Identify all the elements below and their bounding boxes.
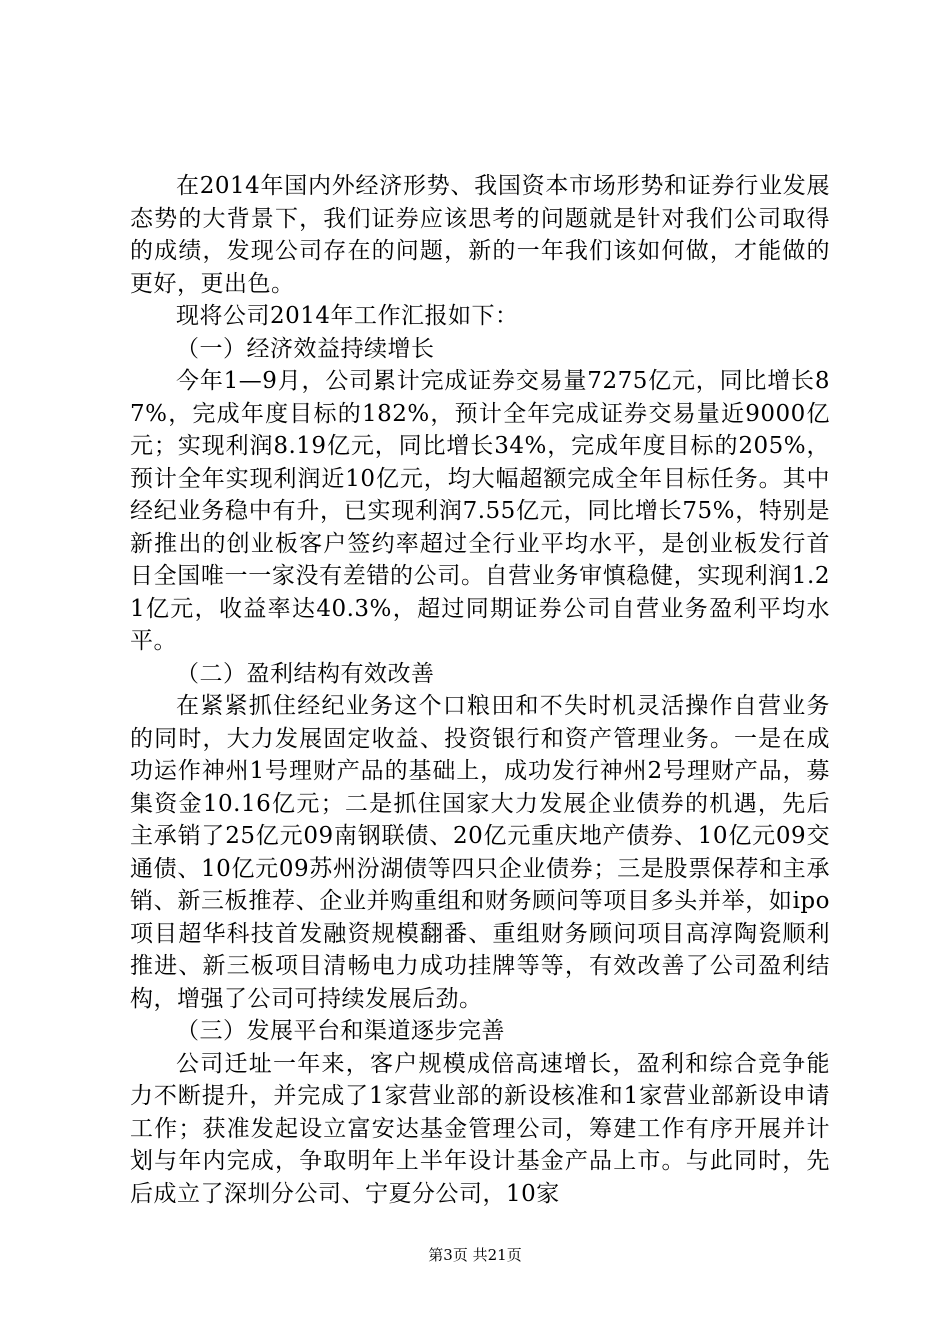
paragraph-section-2: 在紧紧抓住经纪业务这个口粮田和不失时机灵活操作自营业务的同时，大力发展固定收益、投资银行和资产管理业务。一是在成功运作神州1号理财产品的基础上，成功发行神州2号理财产品，募集资金10.16亿元；二是抓住国家大力发展企业债券的机遇，先后主承销了25亿元09南钢联债、20亿元重庆地产债券、10亿元09交通债、10亿元09苏州汾湖债等四只企业债券；三是股票保荐和主承销、新三板推荐、企业并购重组和财务顾问等项目多头并举，如ipo项目超华科技首发融资规模翻番、重组财务顾问项目高淳陶瓷顺利推进、新三板项目清畅电力成功挂牌等等，有效改善了公司盈利结构，增强了公司可持续发展后劲。 <box>130 693 830 1012</box>
section-heading-2: （二）盈利结构有效改善 <box>176 660 435 687</box>
page-footer: 第3页 共21页 <box>428 1246 522 1264</box>
paragraph-intro: 在2014年国内外经济形势、我国资本市场形势和证券行业发展态势的大背景下，我们证券应该思考的问题就是针对我们公司取得的成绩，发现公司存在的问题，新的一年我们该如何做，才能做的更好，更出色。 <box>130 173 830 297</box>
paragraph-section-3: 公司迁址一年来，客户规模成倍高速增长，盈利和综合竞争能力不断提升，并完成了1家营业部的新设核准和1家营业部新设申请工作；获准发起设立富安达基金管理公司，筹建工作有序开展并计划与年内完成，争取明年上半年设计基金产品上市。与此同时，先后成立了深圳分公司、宁夏分公司，10家 <box>130 1050 830 1207</box>
section-heading-1: （一）经济效益持续增长 <box>176 335 435 362</box>
section-heading-3: （三）发展平台和渠道逐步完善 <box>176 1018 505 1044</box>
paragraph-section-1: 今年1—9月，公司累计完成证券交易量7275亿元，同比增长87%，完成年度目标的182%，预计全年完成证券交易量近9000亿元；实现利润8.19亿元，同比增长34%，完成年度目标的205%，预计全年实现利润近10亿元，均大幅超额完成全年目标任务。其中经纪业务稳中有升，已实现利润7.55亿元，同比增长75%，特别是新推出的创业板客户签约率超过全行业平均水平，是创业板发行首日全国唯一一家没有差错的公司。自营业务审慎稳健，实现利润1.21亿元，收益率达40.3%，超过同期证券公司自营业务盈利平均水平。 <box>130 368 830 654</box>
paragraph-report-lead: 现将公司2014年工作汇报如下： <box>176 303 519 329</box>
document-body <box>130 170 830 1210</box>
